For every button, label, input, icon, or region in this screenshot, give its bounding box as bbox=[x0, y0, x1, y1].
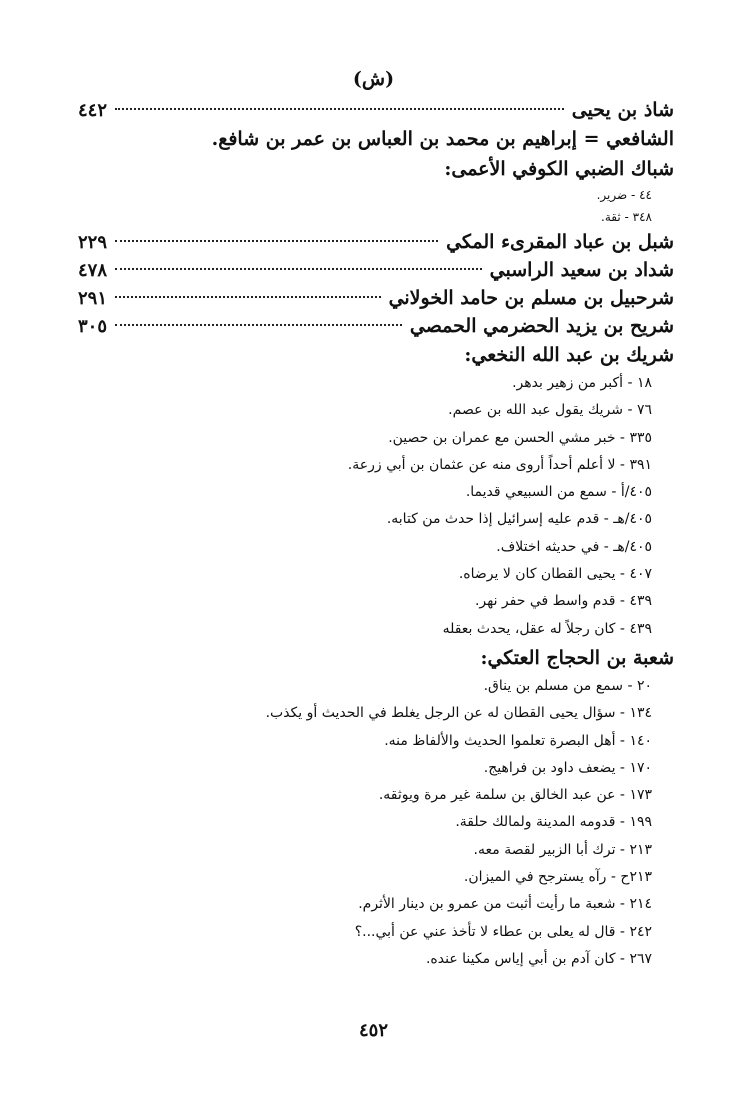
index-entry bbox=[78, 154, 674, 184]
entry-page-number: ٤٤٢ bbox=[78, 100, 108, 121]
entry-name: شبل بن عباد المقرىء المكي bbox=[446, 231, 674, 253]
sub-entry: ٣٩١ - لا أعلم أحداً أروى منه عن عثمان بن أبي زرعة. bbox=[347, 456, 652, 473]
sub-entry: ٢٦٧ - كان آدم بن أبي إياس مكينا عنده. bbox=[425, 950, 652, 967]
sub-entry: ١٨ - أكبر من زهير بدهر. bbox=[512, 375, 652, 391]
sub-entry: ٤٣٩ - قدم واسط في حفر نهر. bbox=[474, 593, 652, 610]
sub-entry: ٤٠٥/أ - سمع من السبيعي قديما. bbox=[465, 484, 652, 501]
dot-leader bbox=[115, 268, 482, 270]
page-number: ٤٥٢ bbox=[358, 1020, 388, 1041]
sub-entry: ٧٦ - شريك يقول عبد الله بن عصم. bbox=[448, 402, 652, 419]
sub-entry: ٣٤٨ - ثقة. bbox=[601, 210, 652, 224]
entry-name: الشافعي = إبراهيم بن محمد بن العباس بن عمر بن شافع. bbox=[211, 128, 674, 150]
entry-name: شريح بن يزيد الحضرمي الحمصي bbox=[409, 315, 674, 337]
entry-page-number: ٢٢٩ bbox=[78, 232, 108, 253]
index-entry bbox=[78, 124, 674, 154]
index-list bbox=[78, 96, 674, 973]
sub-entry: ٤٤ - ضرير. bbox=[596, 188, 652, 202]
sub-entry: ١٧٠ - يضعف داود بن فراهيج. bbox=[483, 759, 652, 776]
sub-entry: ١٩٩ - قدومه المدينة ولمالك حلقة. bbox=[455, 814, 652, 831]
dot-leader bbox=[115, 296, 381, 298]
entry-name: شداد بن سعيد الراسبي bbox=[489, 259, 674, 281]
sub-entry: ٢٠ - سمع من مسلم بن يناق. bbox=[483, 677, 652, 694]
sub-entry: ١٣٤ - سؤال يحيى القطان له عن الرجل يغلط في الحديث أو يكذب. bbox=[265, 705, 652, 722]
entry-name: شرحبيل بن مسلم بن حامد الخولاني bbox=[388, 287, 674, 309]
entry-name: شاذ بن يحيى bbox=[571, 99, 674, 121]
entry-page-number: ٢٩١ bbox=[78, 288, 108, 309]
sub-entry: ٢١٣ - ترك أبا الزبير لقصة معه. bbox=[473, 841, 652, 858]
entry-name: شباك الضبي الكوفي الأعمى: bbox=[444, 158, 674, 180]
sub-entry: ٢١٤ - شعبة ما رأيت أثبت من عمرو بن دينار الأثرم. bbox=[358, 896, 652, 913]
sub-entry: ٤٠٥/هـ - في حديثه اختلاف. bbox=[496, 538, 652, 555]
sub-entry: ٢١٣ح - رآه يسترجح في الميزان. bbox=[463, 869, 652, 886]
entry-name: شعبة بن الحجاج العتكي: bbox=[480, 646, 674, 669]
dot-leader bbox=[115, 108, 564, 110]
section-letter-heading: (ش) bbox=[352, 68, 395, 90]
entry-name: شريك بن عبد الله النخعي: bbox=[464, 344, 674, 366]
dot-leader bbox=[115, 240, 438, 242]
index-entry bbox=[78, 340, 674, 370]
sub-entry: ٤٠٥/هـ - قدم عليه إسرائيل إذا حدث من كتابه. bbox=[386, 511, 652, 528]
index-entry bbox=[78, 312, 674, 340]
sub-entry: ٤٣٩ - كان رجلاً له عقل، يحدث بعقله bbox=[442, 620, 652, 637]
index-entry bbox=[78, 284, 674, 312]
dot-leader bbox=[115, 324, 402, 326]
sub-entry: ٢٤٢ - قال له يعلى بن عطاء لا تأخذ عني عن أبي...؟ bbox=[354, 923, 652, 940]
index-entry bbox=[78, 643, 674, 673]
entry-page-number: ٤٧٨ bbox=[78, 260, 108, 281]
sub-entry: ٣٣٥ - خبر مشي الحسن مع عمران بن حصين. bbox=[388, 429, 652, 446]
index-entry bbox=[78, 228, 674, 256]
sub-entry: ١٧٣ - عن عبد الخالق بن سلمة غير مرة ويوثقه. bbox=[378, 787, 652, 804]
index-entry bbox=[78, 256, 674, 284]
sub-entry: ٤٠٧ - يحيى القطان كان لا يرضاه. bbox=[458, 566, 652, 583]
sub-entry: ١٤٠ - أهل البصرة تعلموا الحديث والألفاظ منه. bbox=[384, 732, 652, 749]
entry-page-number: ٣٠٥ bbox=[78, 316, 108, 337]
index-entry bbox=[78, 96, 674, 124]
